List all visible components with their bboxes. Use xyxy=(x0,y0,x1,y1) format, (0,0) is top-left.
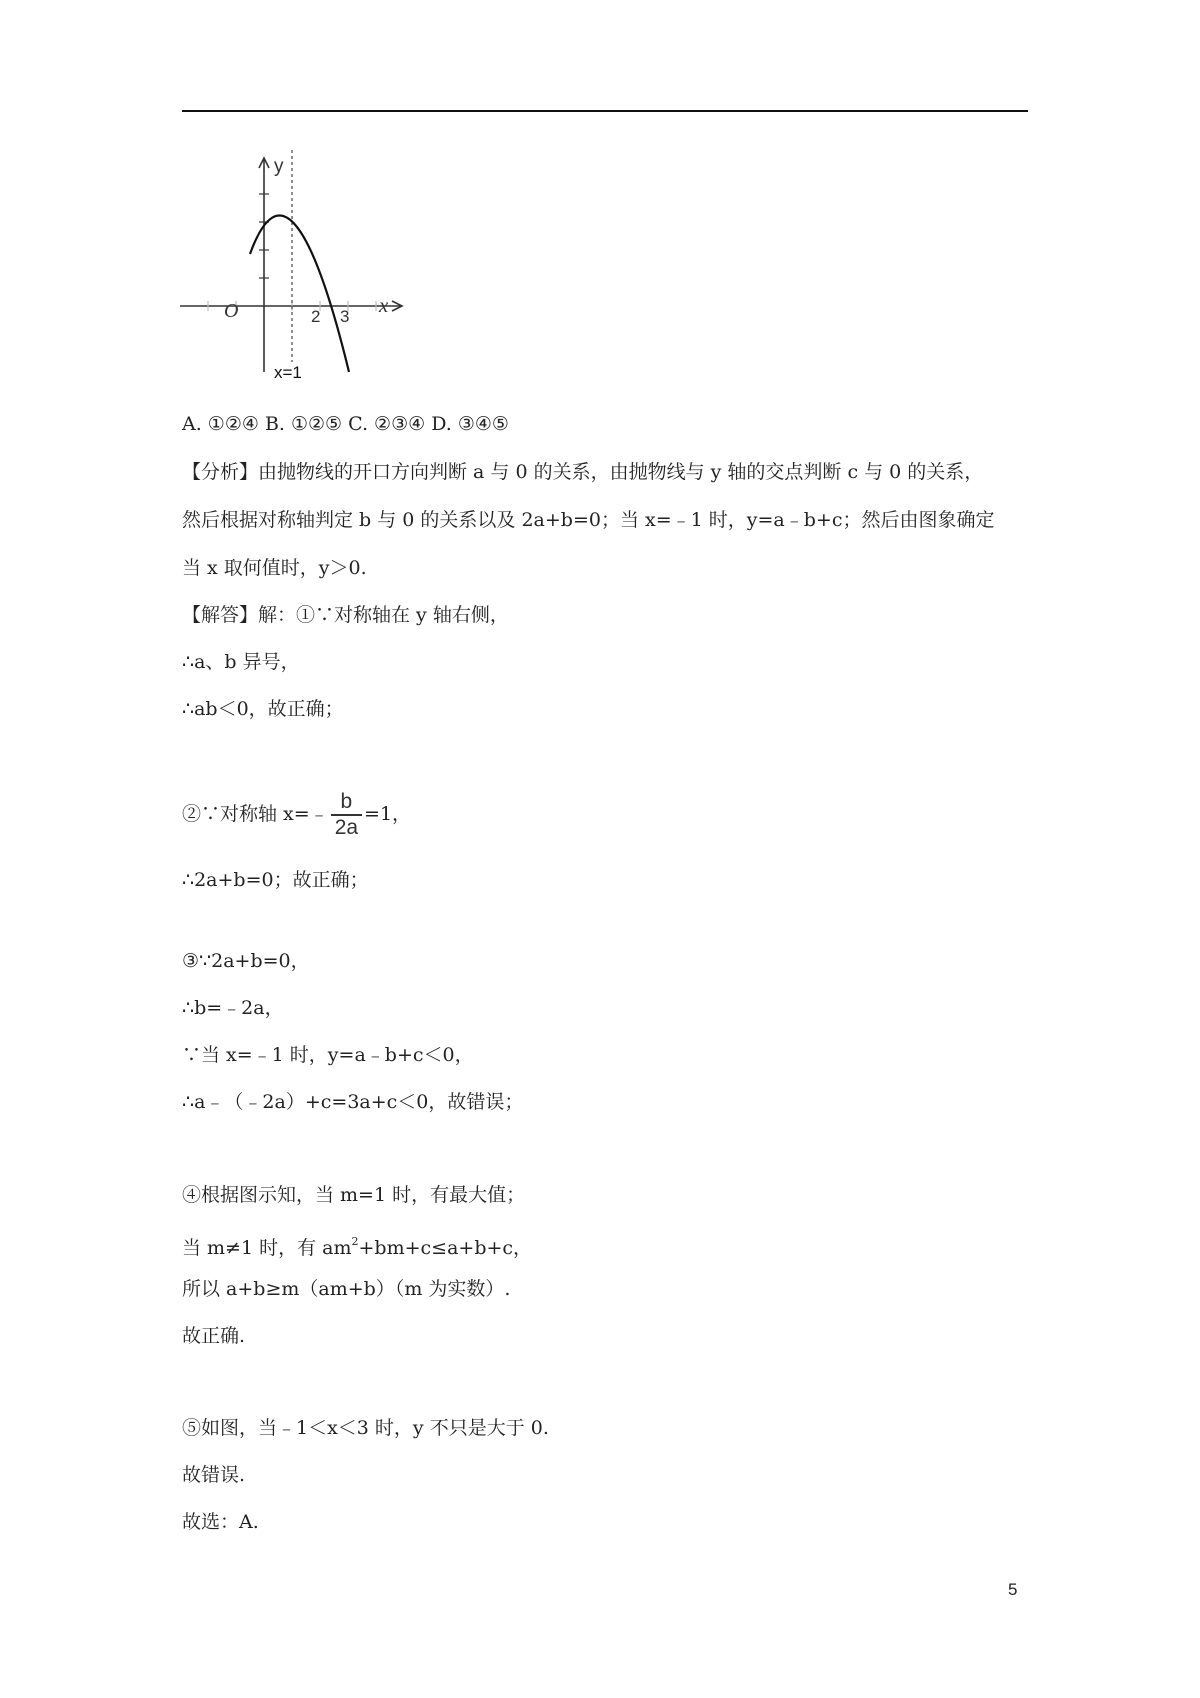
solution-line-11 xyxy=(182,1228,532,1262)
solution-line-15: 故错误. xyxy=(182,1464,246,1486)
solution-line-16: 故选：A. xyxy=(182,1511,259,1533)
solution-tag: 【解答】 xyxy=(182,604,259,626)
page-number: 5 xyxy=(1008,1580,1018,1599)
header-rule xyxy=(182,110,1028,112)
superscript-2: 2 xyxy=(351,1235,359,1248)
tick-label-3: 3 xyxy=(340,307,350,326)
solution-line-14: ⑤如图，当﹣1＜x＜3 时，y 不只是大于 0. xyxy=(182,1417,549,1439)
fraction-numerator: b xyxy=(340,790,353,813)
fraction-denominator: 2a xyxy=(334,816,359,839)
solution-line-7: ∴b=﹣2a， xyxy=(182,997,284,1019)
analysis-line-2: 然后根据对称轴判定 b 与 0 的关系以及 2a+b=0；当 x=﹣1 时，y=a﹣b+c；然后由图象确定 xyxy=(182,509,995,531)
solution-line-2: ∴a、b 异号， xyxy=(182,651,300,673)
symmetry-axis-label: x=1 xyxy=(274,363,302,382)
parabola-figure xyxy=(178,150,418,390)
analysis-line-1 xyxy=(182,458,983,486)
analysis-tag: 【分析】 xyxy=(182,461,259,483)
solution-line-1 xyxy=(182,601,509,629)
solution-text-11-pre: 当 m≠1 时，有 am xyxy=(182,1237,352,1259)
solution-text-1: 解：①∵对称轴在 y 轴右侧， xyxy=(258,604,509,626)
solution-line-9: ∴a﹣（﹣2a）+c=3a+c＜0，故错误； xyxy=(182,1091,524,1113)
solution-line-13: 故正确. xyxy=(182,1325,246,1347)
solution-line-3: ∴ab＜0，故正确； xyxy=(182,698,344,720)
solution-line-6: ③∵2a+b=0， xyxy=(182,950,310,972)
solution-text-4-post: =1， xyxy=(364,803,412,825)
solution-text-4-pre: ②∵对称轴 x=﹣ xyxy=(182,803,329,825)
solution-line-5: ∴2a+b=0；故正确； xyxy=(182,869,369,891)
analysis-line-3: 当 x 取何值时，y＞0. xyxy=(182,557,367,579)
origin-label: O xyxy=(224,300,239,322)
y-axis-label: y xyxy=(274,156,284,177)
tick-label-2: 2 xyxy=(311,307,321,326)
solution-line-12: 所以 a+b≥m（am+b）（m 为实数）. xyxy=(182,1278,511,1300)
fraction-b-over-2a xyxy=(331,790,362,840)
solution-line-4 xyxy=(182,786,411,842)
solution-line-8: ∵当 x=﹣1 时，y=a﹣b+c＜0， xyxy=(182,1044,474,1066)
answer-options: A. ①②④ B. ①②⑤ C. ②③④ D. ③④⑤ xyxy=(182,413,509,435)
parabola-graph xyxy=(178,150,418,390)
x-axis-label: x xyxy=(379,293,389,317)
parabola-curve xyxy=(250,216,349,372)
analysis-text-1: 由抛物线的开口方向判断 a 与 0 的关系，由抛物线与 y 轴的交点判断 c 与 0 的关系， xyxy=(258,461,984,483)
solution-text-11-post: +bm+c≤a+b+c， xyxy=(358,1237,533,1259)
solution-line-10: ④根据图示知，当 m=1 时，有最大值； xyxy=(182,1184,526,1206)
